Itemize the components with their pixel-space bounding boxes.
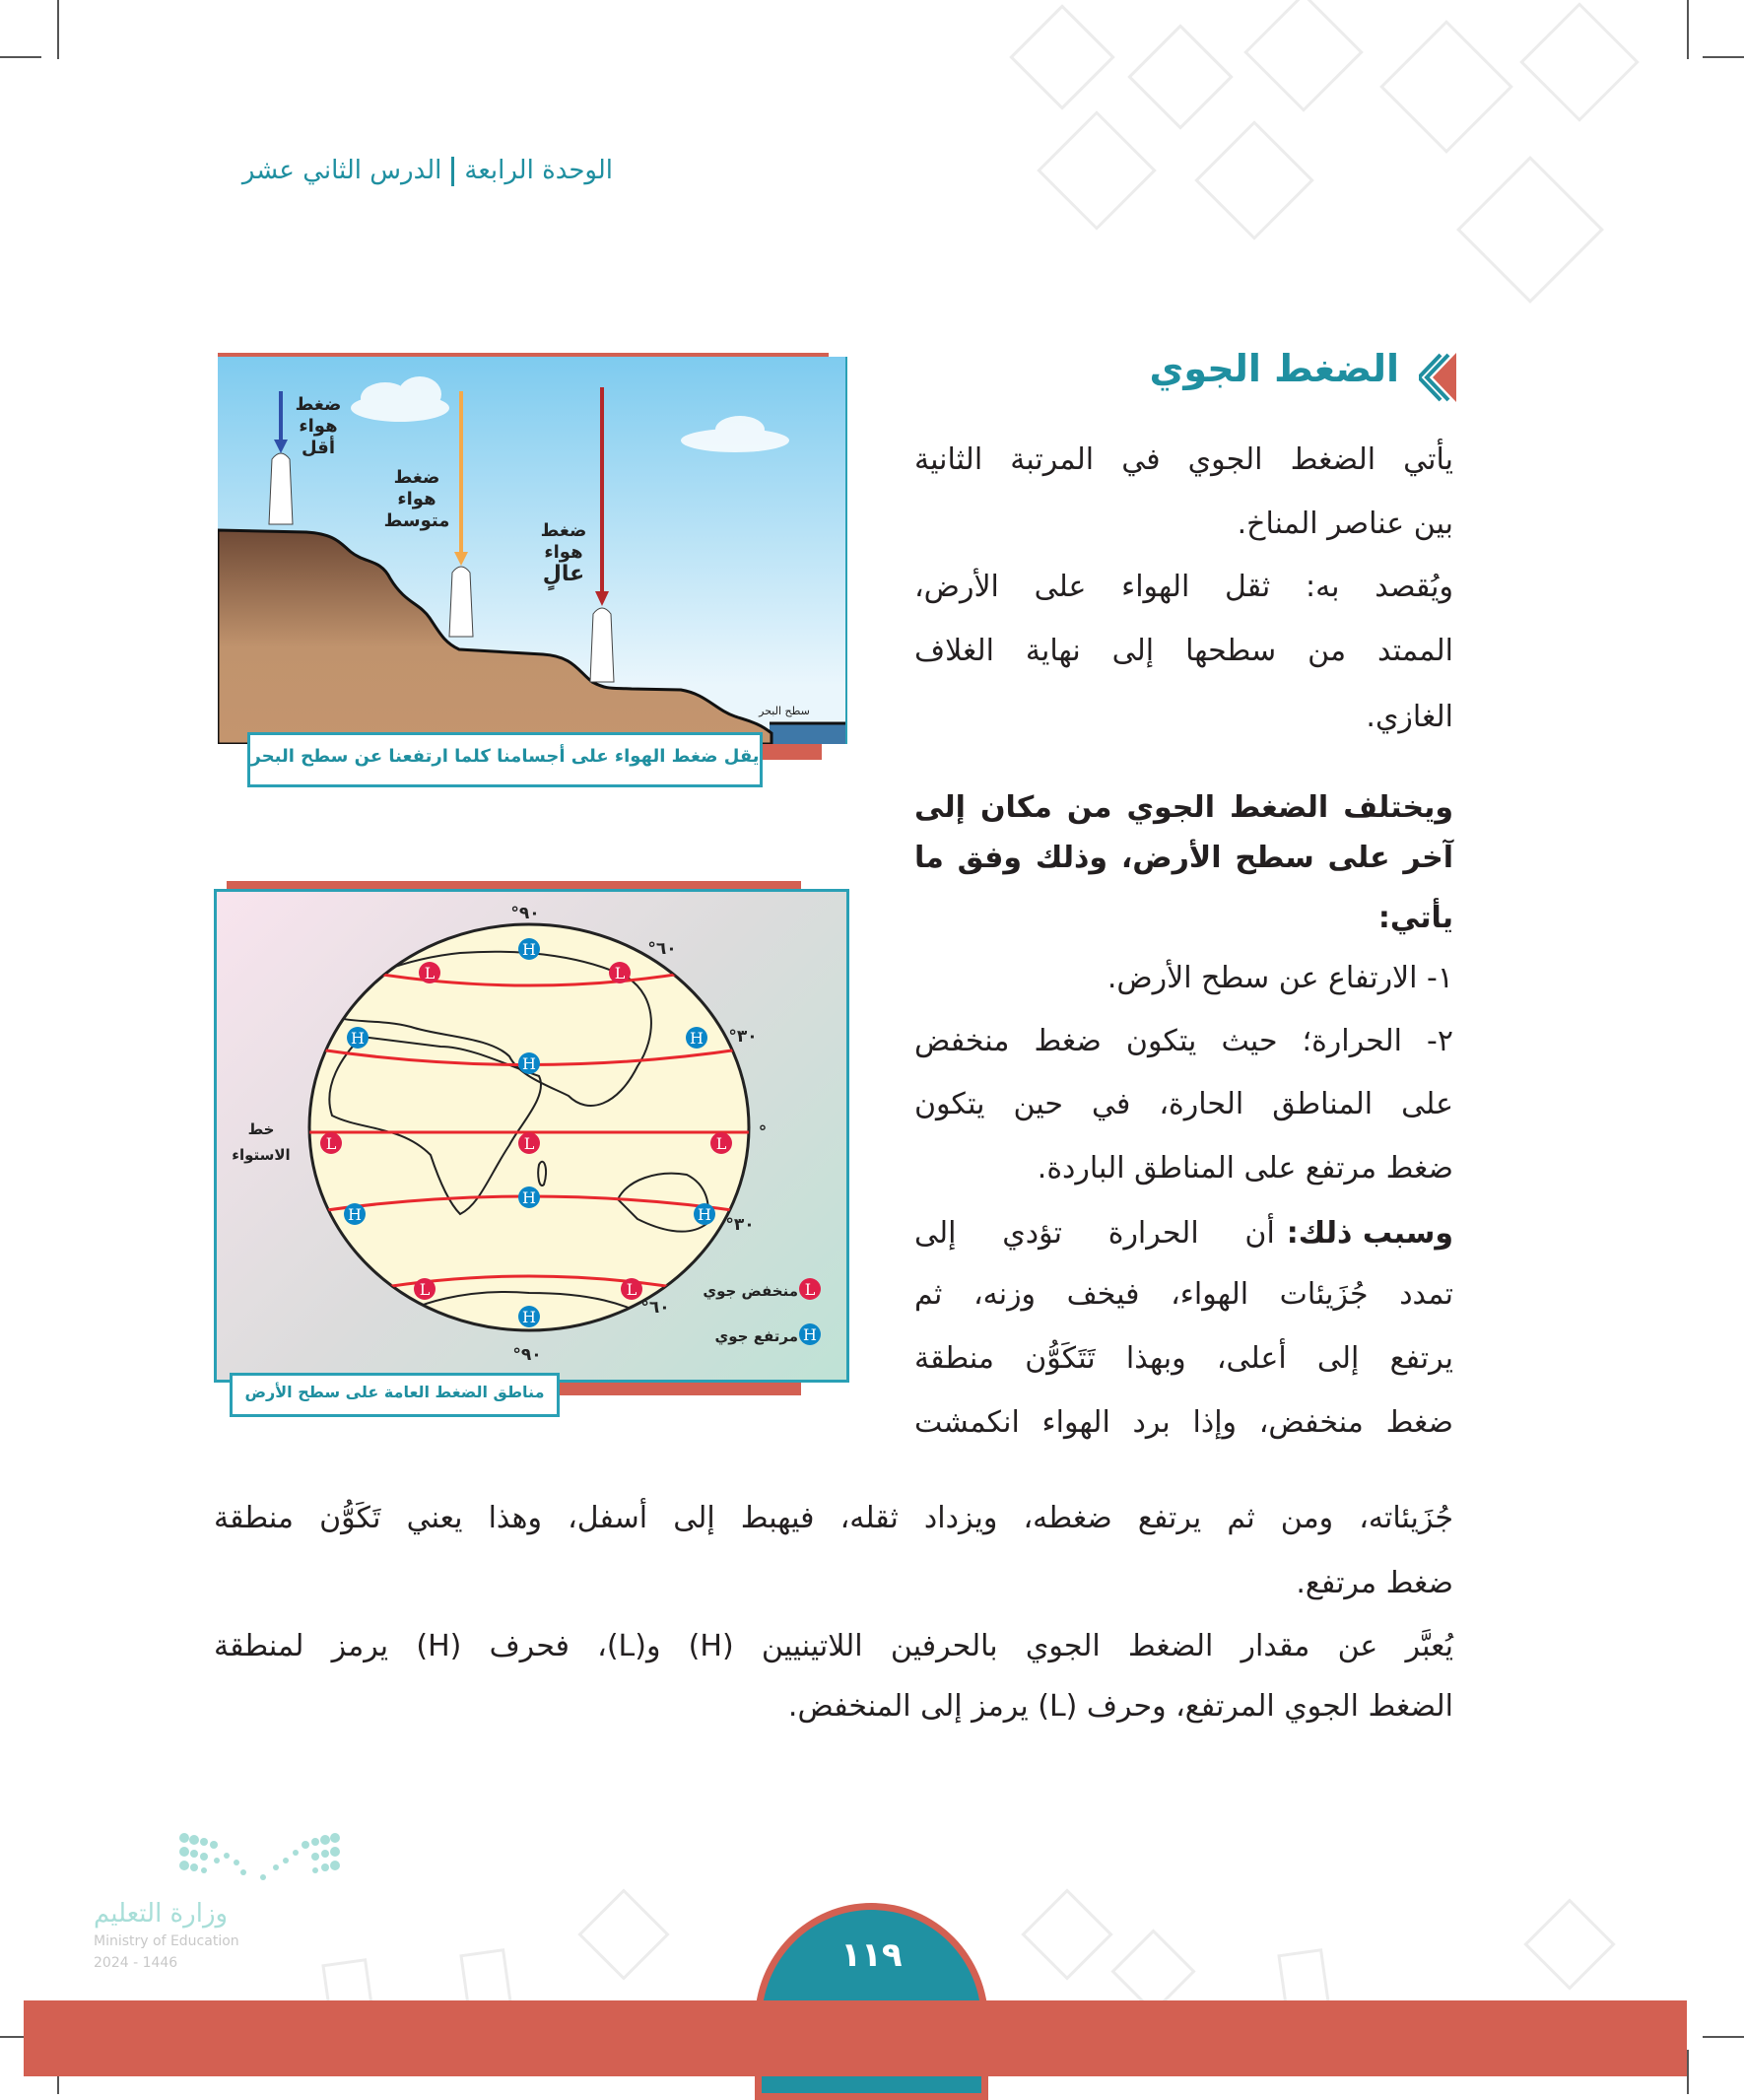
high-pressure-marker [518,1306,540,1327]
text-line: الممتد من سطحها إلى نهاية الغلاف [914,634,1453,668]
marker-letter: L [523,1134,535,1153]
label-line: عالٍ [542,562,585,586]
person-icon [449,567,473,637]
text-line: على المناطق الحارة، في حين يتكون [914,1087,1453,1121]
ministry-year: 2024 - 1446 [94,1955,178,1971]
low-pressure-marker [414,1278,436,1300]
figure-caption: يقل ضغط الهواء على أجسامنا كلما ارتفعنا عن سطح البحر [247,732,763,787]
high-pressure-label [533,520,594,585]
high-pressure-marker [799,1323,821,1345]
latitude-label: °٣٠ [728,1027,758,1047]
text-line [914,1202,1453,1265]
marker-letter: H [690,1029,704,1048]
high-pressure-marker [518,938,540,960]
reason-lead: وسبب ذلك: [1286,1216,1453,1251]
figure-accent-bar [227,881,801,889]
marker-letter: H [348,1205,362,1224]
text-line: يرتفع إلى أعلى، وبهذا تَتَكَوُّن منطقة [914,1341,1453,1376]
latitude-label: °٦٠ [640,1298,670,1318]
latitude-label: ° [758,1122,768,1142]
logo-dots-icon [94,1828,350,1897]
cloud-icon [351,376,449,422]
label-line: هواء [397,489,436,509]
pressure-belts-map [214,889,849,1383]
label-line: ضغط [540,520,587,541]
arrow-down-icon [274,391,288,453]
section-title: الضغط الجوي [1149,347,1399,390]
low-pressure-marker [710,1132,732,1154]
legend-high-label: مرتفع جوي [714,1327,798,1345]
figure-accent-bar [554,1383,801,1395]
lesson-label: الدرس الثاني عشر [241,156,442,185]
ministry-logo [94,1828,350,1996]
marker-letter: H [522,1188,536,1207]
text-line: جُزَيئاته، ومن ثم يرتفع ضغطه، ويزداد ثقله، فيهبط إلى أسفل، وهذا يعني تَكَوُّن منطقة [214,1501,1453,1535]
globe-diagram [214,889,849,1383]
reason-text: أن الحرارة تؤدي إلى [914,1216,1275,1251]
marker-letter: L [419,1280,431,1299]
low-pressure-marker [518,1132,540,1154]
text-line: بين عناصر المناخ. [1237,507,1453,541]
latitude-label: °٩٠ [512,1345,542,1365]
medium-pressure-label [375,467,458,532]
high-pressure-marker [347,1027,369,1049]
text-line: الضغط الجوي المرتفع، وحرف (L) يرمز إلى المنخفض. [787,1689,1453,1724]
label-line: متوسط [383,510,450,531]
ministry-name-en: Ministry of Education [94,1933,239,1949]
label-line: خط [247,1120,275,1138]
marker-letter: L [626,1280,637,1299]
arrow-down-icon [595,387,609,606]
list-item: ٢- الحرارة؛ حيث يتكون ضغط منخفض [914,1024,1453,1058]
high-pressure-marker [344,1203,366,1225]
legend-low-label: منخفض جوي [703,1282,798,1300]
low-pressure-marker [419,962,440,983]
marker-letter: H [351,1029,365,1048]
marker-letter: H [522,940,536,959]
text-line: ويختلف الضغط الجوي من مكان إلى [914,790,1453,825]
crop-mark [57,0,59,59]
separator [451,157,454,186]
hill [218,530,771,744]
ministry-name-ar: وزارة التعليم [94,1899,229,1929]
label-line: ضغط [393,467,440,488]
marker-letter: L [614,964,626,982]
sea [770,723,845,744]
unit-label: الوحدة الرابعة [464,156,613,185]
crop-mark [1687,2050,1689,2094]
low-pressure-marker [320,1132,342,1154]
label-line: الاستواء [232,1146,291,1164]
marker-letter: H [698,1205,711,1224]
text-line: ضغط مرتفع على المناطق الباردة. [1037,1151,1453,1185]
text-line: ضغط منخفض، وإذا برد الهواء انكمشت [914,1405,1453,1440]
high-pressure-marker [694,1203,715,1225]
high-pressure-marker [686,1027,707,1049]
high-pressure-marker [518,1052,540,1074]
text-line: يأتي: [1377,901,1453,935]
label-line: أقل [301,438,336,458]
latitude-label: °٦٠ [647,939,677,959]
latitude-label: °٣٠ [725,1215,755,1235]
crop-mark [0,56,41,58]
high-pressure-marker [518,1186,540,1208]
marker-letter: H [803,1325,817,1344]
altitude-pressure-figure [218,357,847,744]
text-line: ويُقصد به: ثقل الهواء على الأرض، [914,570,1453,604]
text-line: يأتي الضغط الجوي في المرتبة الثانية [914,442,1453,477]
text-line: ضغط مرتفع. [1296,1566,1453,1600]
crop-mark [1703,56,1744,58]
equator-label [227,1117,296,1168]
low-pressure-label [289,394,348,459]
person-icon [269,453,293,524]
label-line: هواء [544,542,583,563]
marker-letter: L [424,964,436,982]
chevron-icon [1419,353,1456,402]
sea-level-label: سطح البحر [759,705,810,717]
crop-mark [1703,2036,1744,2038]
low-pressure-marker [799,1278,821,1300]
text-line: تمدد جُزَيئات الهواء، فيخف وزنه، ثم [914,1277,1453,1312]
marker-letter: H [522,1054,536,1073]
text-line: الغازي. [1366,700,1453,734]
low-pressure-marker [621,1278,642,1300]
crop-mark [1687,0,1689,59]
marker-letter: L [804,1280,816,1299]
footer-band [24,2000,1687,2076]
marker-letter: H [522,1308,536,1326]
marker-letter: L [325,1134,337,1153]
label-line: هواء [299,416,338,437]
text-line: آخر على سطح الأرض، وذلك وفق ما [914,841,1453,875]
person-icon [590,608,614,682]
breadcrumb [242,156,613,186]
low-pressure-marker [609,962,631,983]
latitude-label: °٩٠ [510,904,540,923]
figure-caption: مناطق الضغط العامة على سطح الأرض [230,1373,560,1417]
cloud-icon [681,416,789,452]
label-line: ضغط [295,394,342,415]
list-item: ١- الارتفاع عن سطح الأرض. [1107,961,1453,995]
text-line: يُعبَّر عن مقدار الضغط الجوي بالحرفين اللاتينيين (H) و(L)، فحرف (H) يرمز لمنطقة [214,1629,1453,1663]
page-number: ١١٩ [755,1903,988,2100]
marker-letter: L [715,1134,727,1153]
